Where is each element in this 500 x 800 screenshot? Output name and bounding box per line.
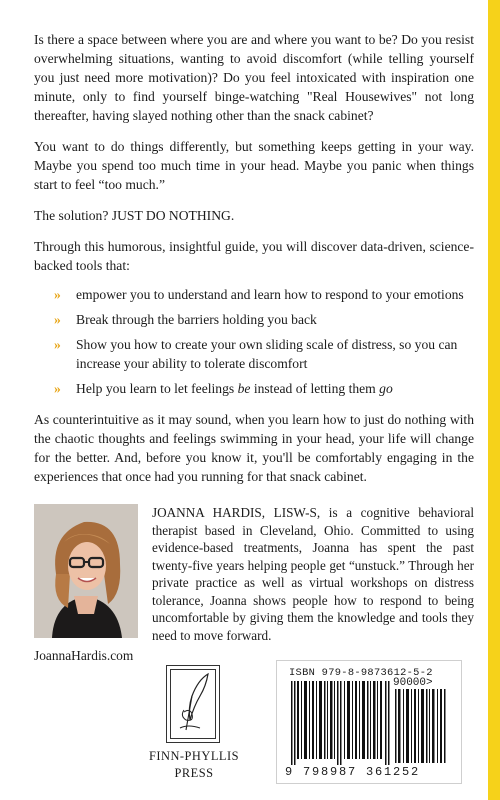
ean-barcode-icon (291, 681, 391, 765)
author-website: JoannaHardis.com (34, 648, 134, 663)
addon-barcode-icon (395, 689, 447, 763)
blurb-paragraph-4: Through this humorous, insightful guide, you will discover data-driven, science-backed tools that: (34, 239, 474, 273)
spine-edge (488, 0, 500, 800)
chevron-bullet-icon: » (54, 337, 61, 352)
emphasis-go: go (379, 381, 393, 396)
quill-pen-icon (170, 670, 216, 740)
list-item (34, 285, 474, 304)
price-addon-label: 90000> (393, 677, 433, 689)
publisher-name-line-1: FINN-PHYLLIS (149, 749, 239, 763)
blurb-paragraph-5: As counterintuitive as it may sound, when you learn how to just do nothing with the chaotic thoughts and feelings swimming in your head, your life will change for the better. And, before you know it, you'll be comfortably engaging in the experiences that once had you running for that snack cabinet. (34, 412, 474, 484)
list-item-text: empower you to understand and learn how to respond to your emotions (76, 287, 464, 302)
ean-number: 9 798987 361252 (285, 765, 421, 779)
blurb-paragraph-3: The solution? JUST DO NOTHING. (34, 208, 235, 223)
list-item-text (76, 381, 393, 396)
list-item (34, 310, 474, 329)
list-item-text: Show you how to create your own sliding scale of distress, so you can increase your ability to tolerate discomfort (76, 337, 458, 371)
blurb-paragraph-2: You want to do things differently, but something keeps getting in your way. Maybe you spend too much time in your head. Maybe you panic when things start to feel “too much.” (34, 139, 474, 192)
list-item (34, 379, 474, 398)
chevron-bullet-icon: » (54, 312, 61, 327)
blurb (34, 30, 474, 498)
benefit-list (34, 285, 474, 398)
author-portrait-icon (34, 504, 138, 638)
publisher-name (144, 748, 244, 782)
publisher-name-line-2: PRESS (174, 766, 214, 780)
chevron-bullet-icon: » (54, 381, 61, 396)
author-photo (34, 504, 138, 638)
publisher-logo (166, 665, 220, 743)
text-fragment: Help you learn to let feelings (76, 381, 238, 396)
emphasis-be: be (237, 381, 251, 396)
text-fragment: instead of letting them (250, 381, 380, 396)
author-bio: JOANNA HARDIS, LISW-S, is a cognitive behavioral therapist based in Cleveland, Ohio. Committed to using evidence-based treatments, Joanna has spent the past twenty-five years helping people get “unstuck.” Through her private practice as well as virtual workshops on distress tolerance, Joanna shows people how to respond to being uncomfortable by giving them the knowledge and tools they need to move forward. (152, 505, 474, 643)
list-item-text: Break through the barriers holding you back (76, 312, 317, 327)
isbn-barcode (276, 660, 462, 784)
author-section (34, 504, 474, 644)
isbn-label: ISBN 979-8-9873612-5-2 (289, 667, 433, 679)
list-item (34, 335, 474, 373)
chevron-bullet-icon: » (54, 287, 61, 302)
blurb-paragraph-1: Is there a space between where you are and where you want to be? Do you resist overwhelming situations, wanting to avoid discomfort (while telling yourself you just need more motivation)? Do you feel intoxicated with inspiration one minute, only to find yourself binge-watching "Real Housewives" not long thereafter, having slayed nothing other than the snack cabinet? (34, 32, 474, 123)
